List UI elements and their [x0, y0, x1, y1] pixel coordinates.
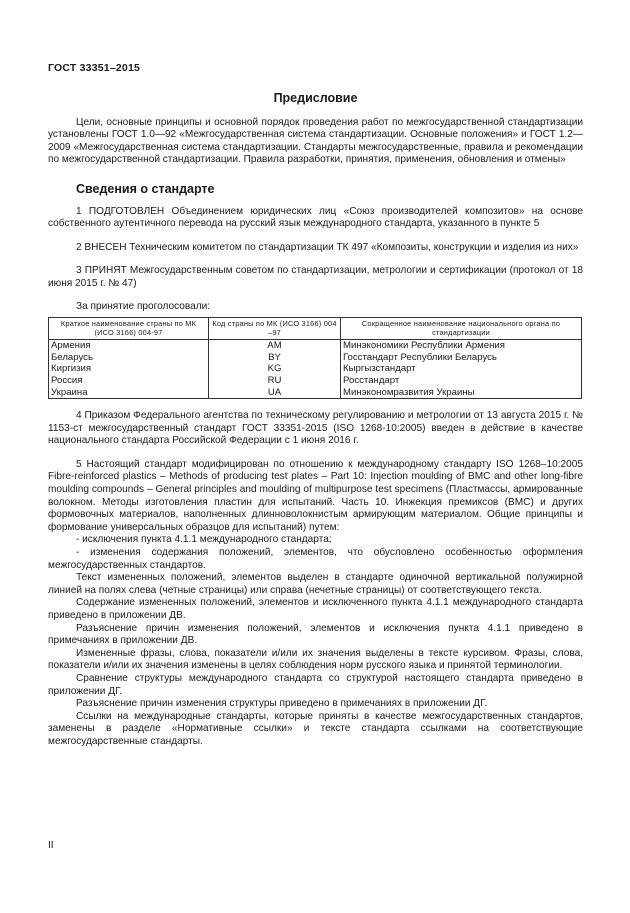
paragraph: Ссылки на международные стандарты, которые приняты в качестве межгосударственных стандартов, заменены в разделе «Нормативные ссылки» и тексте стандарта ссылками на соответствующие межгосударственные стандарты. [48, 710, 583, 747]
table-cell-code: BY [209, 352, 341, 364]
table-header-country: Краткое наименование страны по МК (ИСО 3166) 004-97 [49, 318, 209, 340]
page-content [48, 92, 583, 749]
standard-info-title: Сведения о стандарте [76, 181, 215, 196]
table-cell-country: Украина [49, 387, 209, 399]
voted-label: За принятие проголосовали: [76, 300, 211, 312]
table-cell-country: Беларусь [49, 352, 209, 364]
table-cell-country: Россия [49, 375, 209, 387]
paragraph: Разъяснение причин изменения структуры приведено в примечаниях в приложении ДГ. [76, 698, 488, 710]
page-number: II [48, 840, 54, 851]
table-row [49, 375, 582, 387]
table-cell-code: AM [209, 340, 341, 352]
table-cell-code: KG [209, 363, 341, 375]
table-cell-code: UA [209, 387, 341, 399]
info-item-3: 3 ПРИНЯТ Межгосударственным советом по стандартизации, метрологии и сертификации (протокол от 18 июня 2015 г. № 47) [48, 265, 583, 289]
table-cell-country: Армения [49, 340, 209, 352]
table-cell-body: Минэкономики Республики Армения [341, 340, 582, 352]
list-item: - исключения пункта 4.1.1 международного стандарта; [76, 534, 332, 546]
table-cell-body: Росстандарт [341, 375, 582, 387]
table-row [49, 340, 582, 352]
paragraph: Сравнение структуры международного стандарта со структурой настоящего стандарта приведено в приложении ДГ. [48, 672, 583, 697]
voting-table [48, 317, 582, 399]
preface-title: Предисловие [273, 91, 358, 105]
list-item: - изменения содержания положений, элементов, что обусловлено особенностью оформления межгосударственных стандартов. [48, 547, 583, 571]
paragraph: Измененные фразы, слова, показатели и/или их значения выделены в тексте курсивом. Фразы, слова, показатели и/или их значения изменены в целях соблюдения норм русского языка и принятой терминологии. [48, 647, 583, 672]
table-header-row [49, 318, 582, 340]
table-header-code: Код страны по МК (ИСО 3166) 004 –97 [209, 318, 341, 340]
table-cell-body: Кыргызстандарт [341, 363, 582, 375]
table-cell-body: Госстандарт Республики Беларусь [341, 352, 582, 364]
table-cell-country: Киргизия [49, 363, 209, 375]
info-item-2: 2 ВНЕСЕН Техническим комитетом по стандартизации ТК 497 «Композиты, конструкции и изделия из них» [76, 241, 579, 253]
table-header-body: Сокращенное наименование национального органа по стандартизации [341, 318, 582, 340]
info-item-4: 4 Приказом Федерального агентства по техническому регулированию и метрологии от 13 августа 2015 г. № 1153-ст межгосударственный стандарт ГОСТ 33351-2015 (ISO 1268-10:2005) введен в действие в качестве национального стандарта Российской Федерации с 1 июня 2016 г. [48, 410, 583, 447]
paragraph: Текст измененных положений, элементов выделен в стандарте одиночной вертикальной полужирной линией на полях слева (четные страницы) или справа (нечетные страницы) от соответствующего текста. [48, 572, 583, 596]
preface-text: Цели, основные принципы и основной порядок проведения работ по межгосударственной стандартизации установлены ГОСТ 1.0—92 «Межгосударственная система стандартизации. Основные положения» и ГОСТ 1.2—2009 «Межгосударственная система стандартизации. Стандарты межгосударственные, правила и рекомендации по межгосударственной стандартизации. Правила разработки, принятия, применения, обновления и отмены» [48, 116, 583, 166]
info-item-1: 1 ПОДГОТОВЛЕН Объединением юридических лиц «Союз производителей композитов» на основе собственного аутентичного перевода на русский язык международного стандарта, указанного в пункте 5 [48, 205, 583, 230]
paragraph: Разъяснение причин изменения положений, элементов и исключения пункта 4.1.1 приведено в примечаниях в приложении ДВ. [48, 622, 583, 647]
info-item-5: 5 Настоящий стандарт модифицирован по отношению к международному стандарту ISO 1268–10:2005 Fibre-reinforced plastics – Methods of producing test plates – Part 10: Injection moulding of BMC and other long-fibre moulding compounds – General principles and moulding of multipurpose test specimens (Пластмассы, армированные волокном. Методы изготовления пластин для испытаний. Часть 10. Инжекция премиксов (BMC) и других формовочных материалов, наполненных длинноволокнистым армирующим материалом. Общие принципы и формование универсальных образцов для испытаний) путем: [48, 458, 583, 533]
table-cell-body: Минэкономразвития Украины [341, 387, 582, 399]
table-row [49, 352, 582, 364]
paragraph: Содержание измененных положений, элементов и исключенного пункта 4.1.1 международного стандарта приведено в приложении ДВ. [48, 597, 583, 621]
document-header: ГОСТ 33351–2015 [48, 62, 141, 74]
table-cell-code: RU [209, 375, 341, 387]
table-row [49, 363, 582, 375]
table-row [49, 387, 582, 399]
